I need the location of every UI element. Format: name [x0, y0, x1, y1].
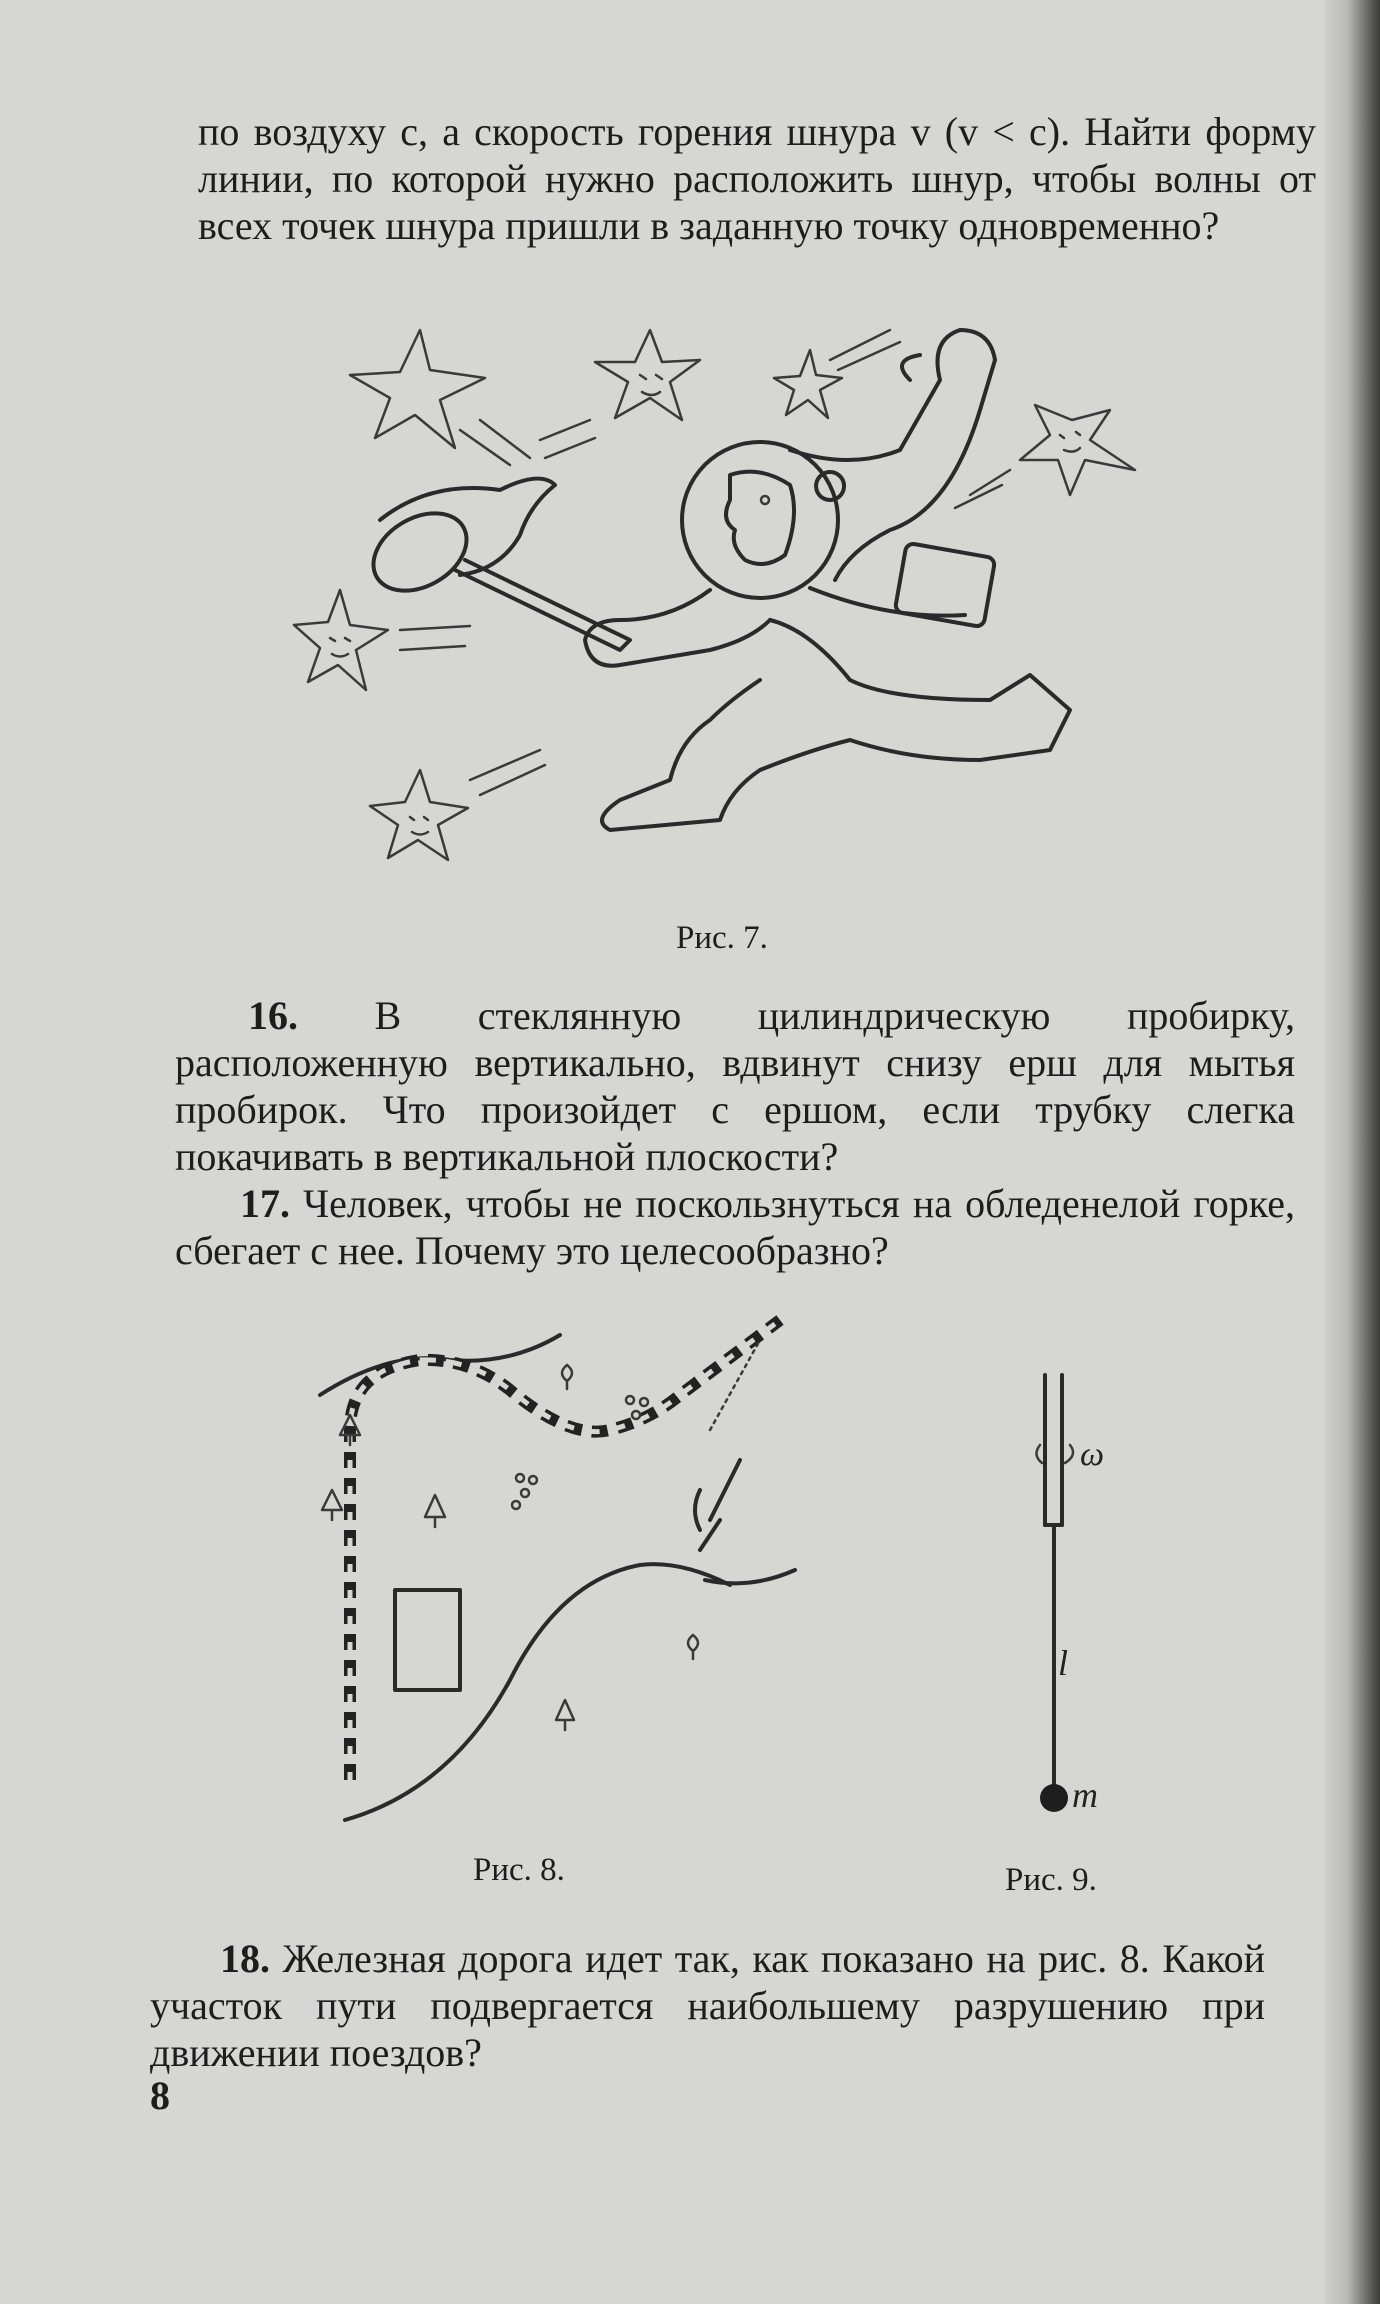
book-spine-shadow: [1325, 0, 1380, 2304]
tree-icon: [688, 1635, 698, 1659]
star-icon: [595, 330, 700, 420]
star-icon: [955, 405, 1135, 508]
tree-icon: [562, 1365, 572, 1389]
problem-18-number: 18.: [220, 1936, 270, 1981]
problem-16-number: 16.: [248, 993, 298, 1038]
tree-icon: [425, 1495, 445, 1527]
rotation-arrow-icon: [1036, 1445, 1073, 1463]
problem-17-text: Человек, чтобы не поскользнуться на обледенелой горке, сбегает с нее. Почему это целесообразно?: [175, 1181, 1295, 1273]
paragraph-continuation: по воздуху c, а скорость горения шнура v (v < c). Найти форму линии, по которой нужно расположить шнур, чтобы волны от всех точек шнура пришли в заданную точку одновременно?: [198, 109, 1316, 248]
problem-17-number: 17.: [240, 1181, 290, 1226]
figure-7-caption: Рис. 7.: [676, 920, 768, 956]
problem-16: [175, 992, 1295, 1180]
figure-9-rotating-pendulum: [1030, 1375, 1150, 1825]
figure-9-caption: Рис. 9.: [1005, 1862, 1097, 1898]
page-number: 8: [150, 2073, 170, 2118]
length-label: l: [1058, 1643, 1069, 1683]
star-icon: [370, 750, 545, 860]
mass-label: m: [1072, 1775, 1098, 1815]
tree-icon: [556, 1700, 574, 1730]
star-icon: [294, 590, 470, 690]
problem-18-text: Железная дорога идет так, как показано на рис. 8. Какой участок пути подвергается наибольшему разрушению при движении поездов?: [150, 1936, 1265, 2075]
tree-icon: [322, 1490, 342, 1520]
astronaut-figure: [585, 330, 1070, 830]
figure-8-railway-map: [310, 1320, 810, 1830]
bush-icon: [512, 1396, 648, 1509]
problem-16-text: В стеклянную цилиндрическую пробирку, расположенную вертикально, вдвинут снизу ерш для мытья пробирок. Что произойдет с ершом, если трубку слегка покачивать в вертикальной плоскости?: [175, 993, 1295, 1179]
mass-bob: [1040, 1784, 1068, 1812]
star-icon: [774, 330, 900, 418]
figure-8-caption: Рис. 8.: [473, 1852, 565, 1888]
star-icon: [350, 330, 485, 448]
problem-18: [150, 1935, 1265, 2076]
figure-7-astronaut-illustration: [290, 320, 1190, 880]
railway-track: [350, 1320, 780, 1780]
butterfly-net: [360, 479, 630, 650]
tube: [1045, 1375, 1062, 1525]
omega-label: ω: [1080, 1436, 1105, 1473]
problem-17: [175, 1180, 1295, 1274]
